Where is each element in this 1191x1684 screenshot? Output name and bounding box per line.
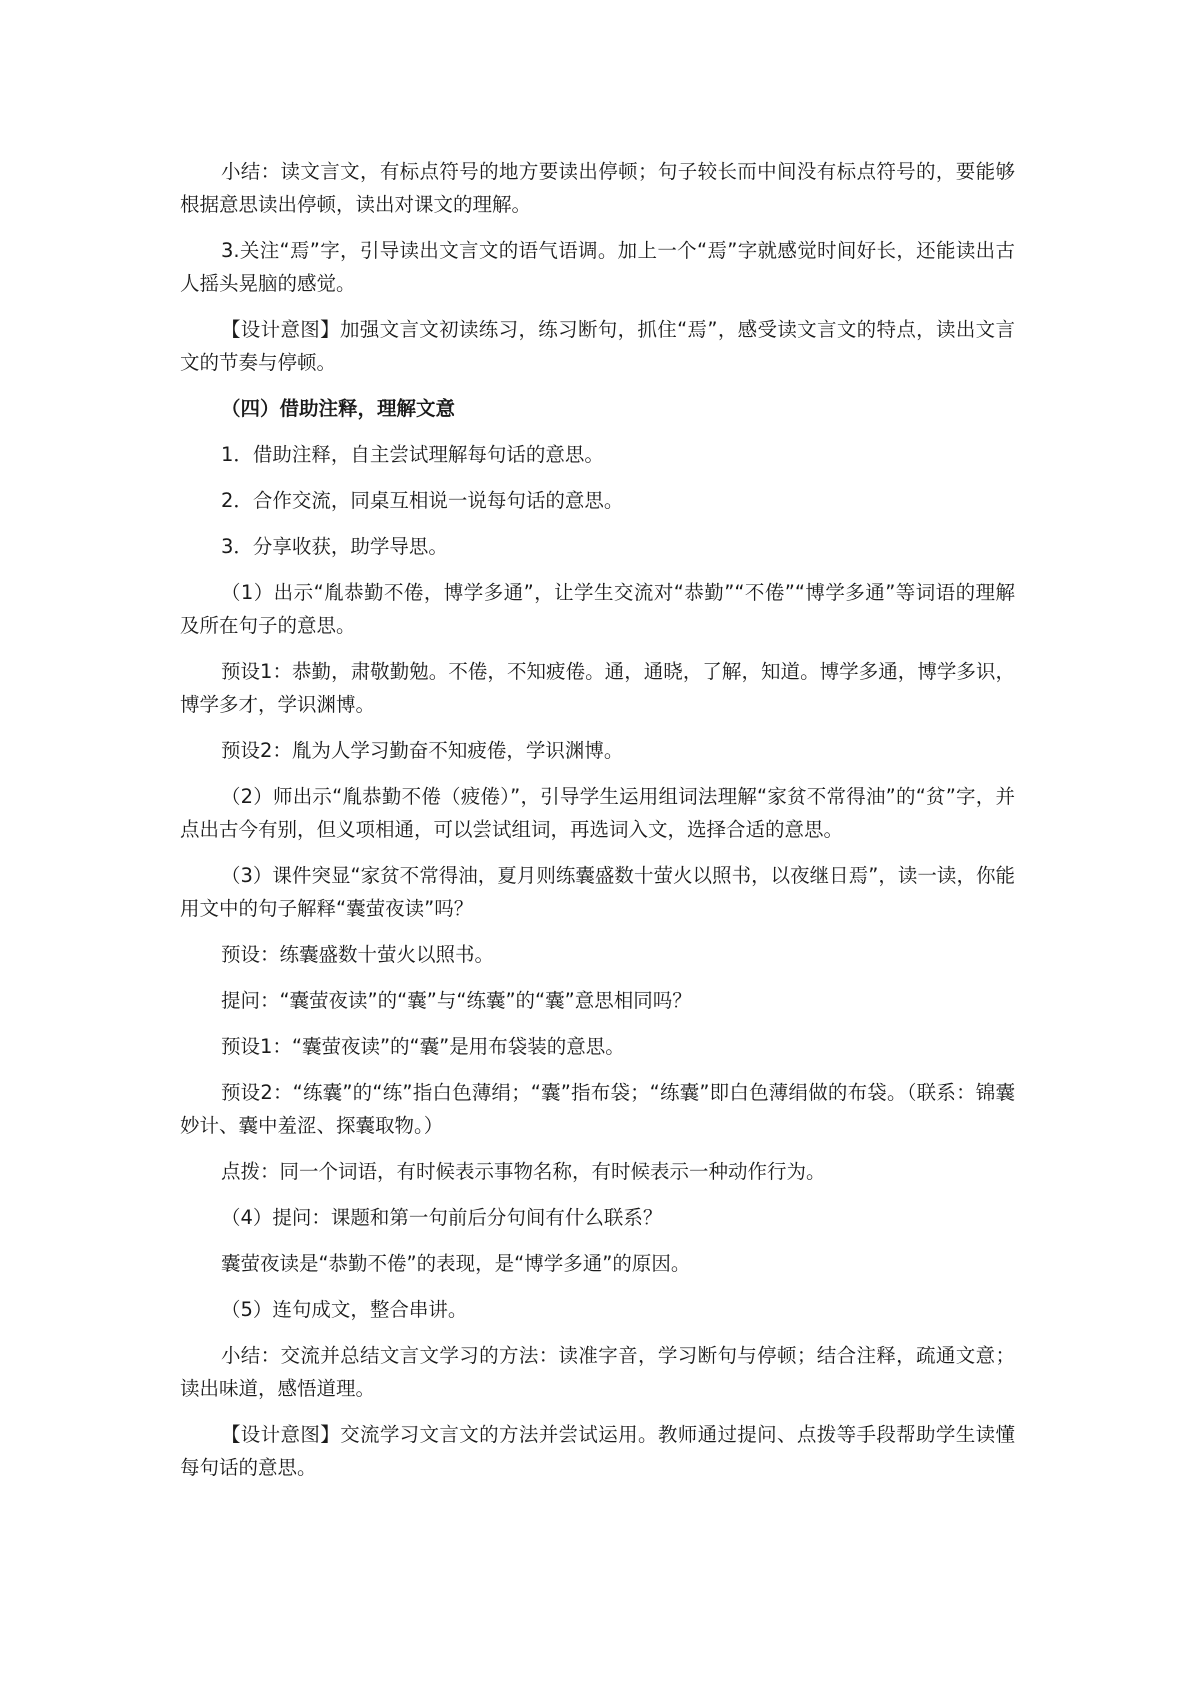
preset-paragraph: 预设2：“练囊”的“练”指白色薄绢；“囊”指布袋；“练囊”即白色薄绢做的布袋。（联系：锦囊妙计、囊中羞涩、探囊取物。） [180, 1081, 1015, 1137]
preset-paragraph: 预设1：恭勤，肃敬勤勉。不倦，不知疲倦。通，通晓，了解，知道。博学多通，博学多识，博学多才，学识渊博。 [180, 660, 1015, 716]
guidance-paragraph: 点拨：同一个词语，有时候表示事物名称，有时候表示一种动作行为。 [220, 1160, 826, 1183]
document-body [180, 155, 1015, 1497]
sub-step-paragraph: （5）连句成文，整合串讲。 [220, 1298, 468, 1321]
section-heading: （四）借助注释，理解文意 [220, 397, 455, 420]
sub-step-paragraph: （1）出示“胤恭勤不倦，博学多通”，让学生交流对“恭勤”“不倦”“博学多通”等词语的理解及所在句子的意思。 [180, 581, 1015, 637]
step-paragraph: 3.关注“焉”字，引导读出文言文的语气语调。加上一个“焉”字就感觉时间好长，还能读出古人摇头晃脑的感觉。 [180, 239, 1015, 295]
step-paragraph: 1．借助注释，自主尝试理解每句话的意思。 [220, 443, 604, 466]
summary-paragraph: 小结：读文言文，有标点符号的地方要读出停顿；句子较长而中间没有标点符号的，要能够根据意思读出停顿，读出对课文的理解。 [180, 160, 1015, 216]
summary-paragraph: 小结：交流并总结文言文学习的方法：读准字音，学习断句与停顿；结合注释，疏通文意；读出味道，感悟道理。 [180, 1344, 1015, 1400]
preset-paragraph: 预设2：胤为人学习勤奋不知疲倦，学识渊博。 [220, 739, 624, 762]
sub-step-paragraph: （3）课件突显“家贫不常得油，夏月则练囊盛数十萤火以照书，以夜继日焉”，读一读，你能用文中的句子解释“囊萤夜读”吗？ [180, 864, 1015, 920]
step-paragraph: 2．合作交流，同桌互相说一说每句话的意思。 [220, 489, 624, 512]
preset-paragraph: 预设1：“囊萤夜读”的“囊”是用布袋装的意思。 [220, 1035, 625, 1058]
sub-step-paragraph: （4）提问：课题和第一句前后分句间有什么联系？ [220, 1206, 663, 1229]
question-paragraph: 提问：“囊萤夜读”的“囊”与“练囊”的“囊”意思相同吗？ [220, 989, 692, 1012]
design-intent-paragraph: 【设计意图】加强文言文初读练习，练习断句，抓住“焉”，感受读文言文的特点，读出文言文的节奏与停顿。 [180, 318, 1015, 374]
design-intent-paragraph: 【设计意图】交流学习文言文的方法并尝试运用。教师通过提问、点拨等手段帮助学生读懂每句话的意思。 [180, 1423, 1015, 1479]
sub-step-paragraph: （2）师出示“胤恭勤不倦（疲倦）”，引导学生运用组词法理解“家贫不常得油”的“贫”字，并点出古今有别，但义项相通，可以尝试组词，再选词入文，选择合适的意思。 [180, 785, 1015, 841]
preset-paragraph: 预设：练囊盛数十萤火以照书。 [220, 943, 494, 966]
step-paragraph: 3．分享收获，助学导思。 [220, 535, 448, 558]
answer-paragraph: 囊萤夜读是“恭勤不倦”的表现，是“博学多通”的原因。 [220, 1252, 691, 1275]
